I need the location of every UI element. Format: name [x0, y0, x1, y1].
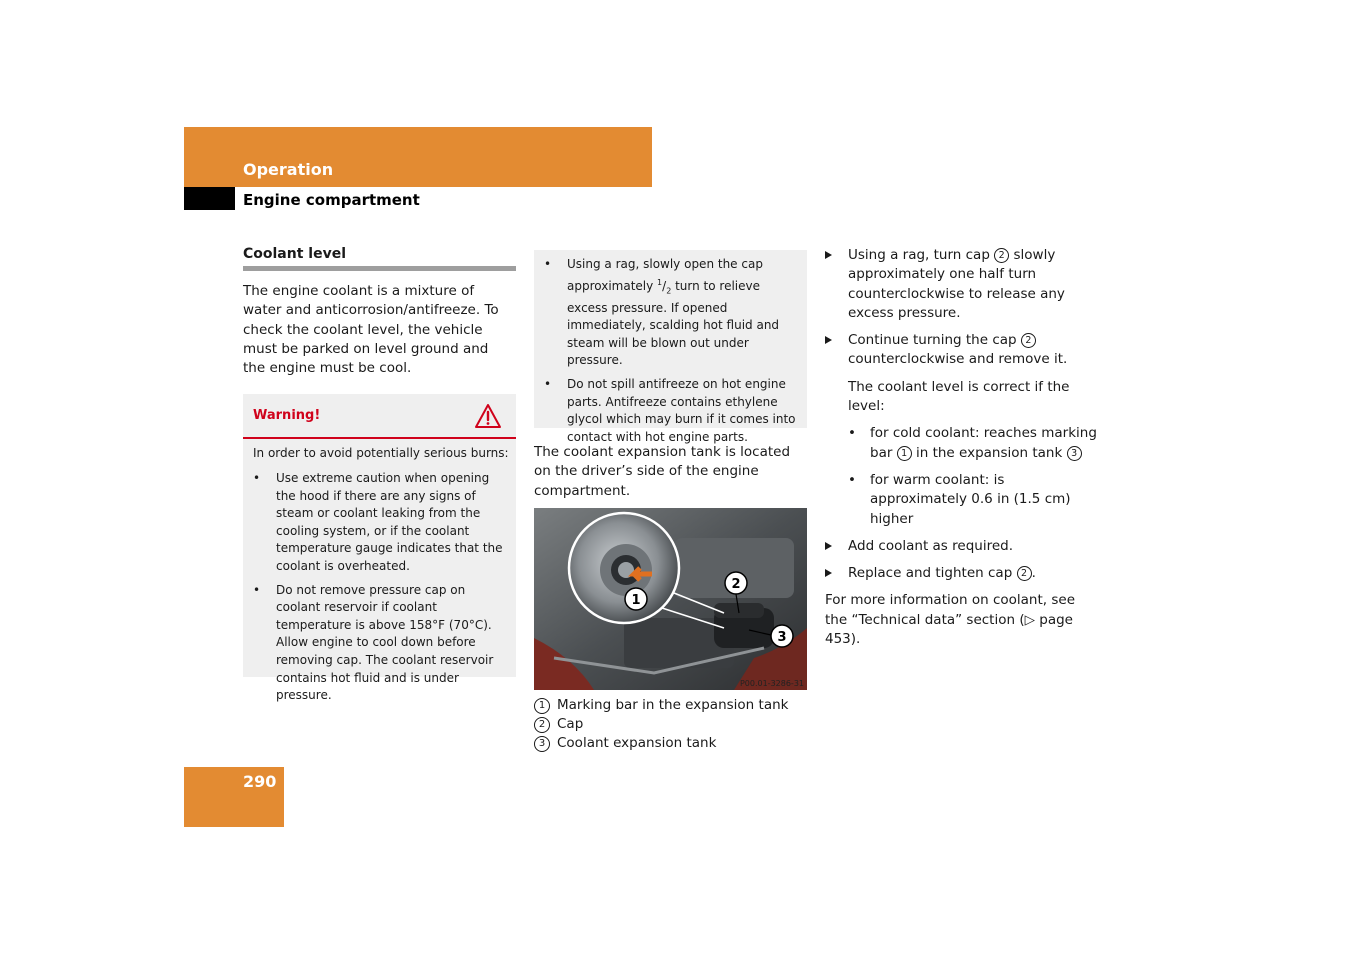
warning-triangle-icon: [474, 403, 502, 429]
warning-header: [243, 394, 516, 439]
warning-list: [253, 470, 508, 711]
warning-continuation-box: [534, 250, 807, 444]
coolant-level-heading: Coolant level: [243, 246, 516, 271]
arrow-right-icon: [825, 336, 832, 344]
arrow-right-icon: [825, 251, 832, 259]
svg-text:3: 3: [777, 630, 787, 645]
arrow-right-icon: [825, 569, 832, 577]
section-title: Operation: [243, 160, 334, 179]
list-item: • Do not remove pressure cap on coolant reservoir if coolant temperature is above 158°F (70°C). Allow engine to cool down before removing cap. The coolant reservoir contains hot fluid and is under pressure.: [253, 582, 494, 703]
caption-line: 3 Coolant expansion tank: [534, 734, 804, 753]
page-number-box: [184, 767, 284, 827]
step-item: Replace and tighten cap 2 .: [825, 564, 1100, 583]
page-number: 290: [243, 772, 277, 791]
warning-box: [243, 394, 516, 703]
tank-location-paragraph: The coolant expansion tank is located on the driver’s side of the engine compartment.: [534, 444, 791, 499]
procedure-steps: [825, 246, 1100, 649]
step-item: Using a rag, turn cap 2 slowly approximately one half turn counterclockwise to release any excess pressure.: [825, 246, 1100, 323]
svg-text:1: 1: [631, 593, 641, 608]
level-intro: The coolant level is correct if the level:: [848, 378, 1070, 415]
photo-code: P00.01-3286-31: [739, 679, 804, 688]
section-marker: [184, 187, 235, 210]
svg-text:2: 2: [731, 577, 741, 592]
list-item: • for warm coolant: is approximately 0.6 in (1.5 cm) higher: [848, 471, 1071, 527]
warning-label: Warning!: [253, 408, 321, 423]
warning-intro: In order to avoid potentially serious burns:: [253, 446, 509, 460]
caption-line: 1 Marking bar in the expansion tank: [534, 696, 804, 715]
engine-compartment-photo: [534, 508, 807, 690]
list-item: • Use extreme caution when opening the hood if there are any signs of steam or coolant leaking from the cooling system, or if the coolant temperature gauge indicates that the coolant is overheated.: [253, 471, 503, 573]
list-item: • for cold coolant: reaches marking bar 1 in the expansion tank 3: [848, 425, 1097, 461]
caption-line: 2 Cap: [534, 715, 804, 734]
photo-caption: [534, 696, 804, 753]
intro-paragraph: The engine coolant is a mixture of water and anticorrosion/antifreeze. To check the coolant level, the vehicle must be parked on level ground and the engine must be cool.: [243, 283, 499, 377]
level-list: [825, 424, 1100, 528]
warning-continuation-list: [544, 256, 800, 452]
subsection-title: Engine compartment: [243, 191, 420, 209]
step-item: Continue turning the cap 2 counterclockwise and remove it.: [825, 331, 1100, 370]
list-item: • Do not spill antifreeze on hot engine parts. Antifreeze contains ethylene glycol which may burn if it comes into contact with hot engine parts.: [544, 376, 796, 444]
more-info-paragraph: For more information on coolant, see the “Technical data” section (▷ page 453).: [825, 592, 1076, 648]
list-item: • Using a rag, slowly open the cap approximately $^1/_2$ turn to relieve excess pressure. If opened immediately, scalding hot fluid and steam will be blown out under pressure.: [544, 257, 780, 368]
arrow-right-icon: [825, 542, 832, 550]
step-item: Add coolant as required.: [825, 537, 1100, 556]
